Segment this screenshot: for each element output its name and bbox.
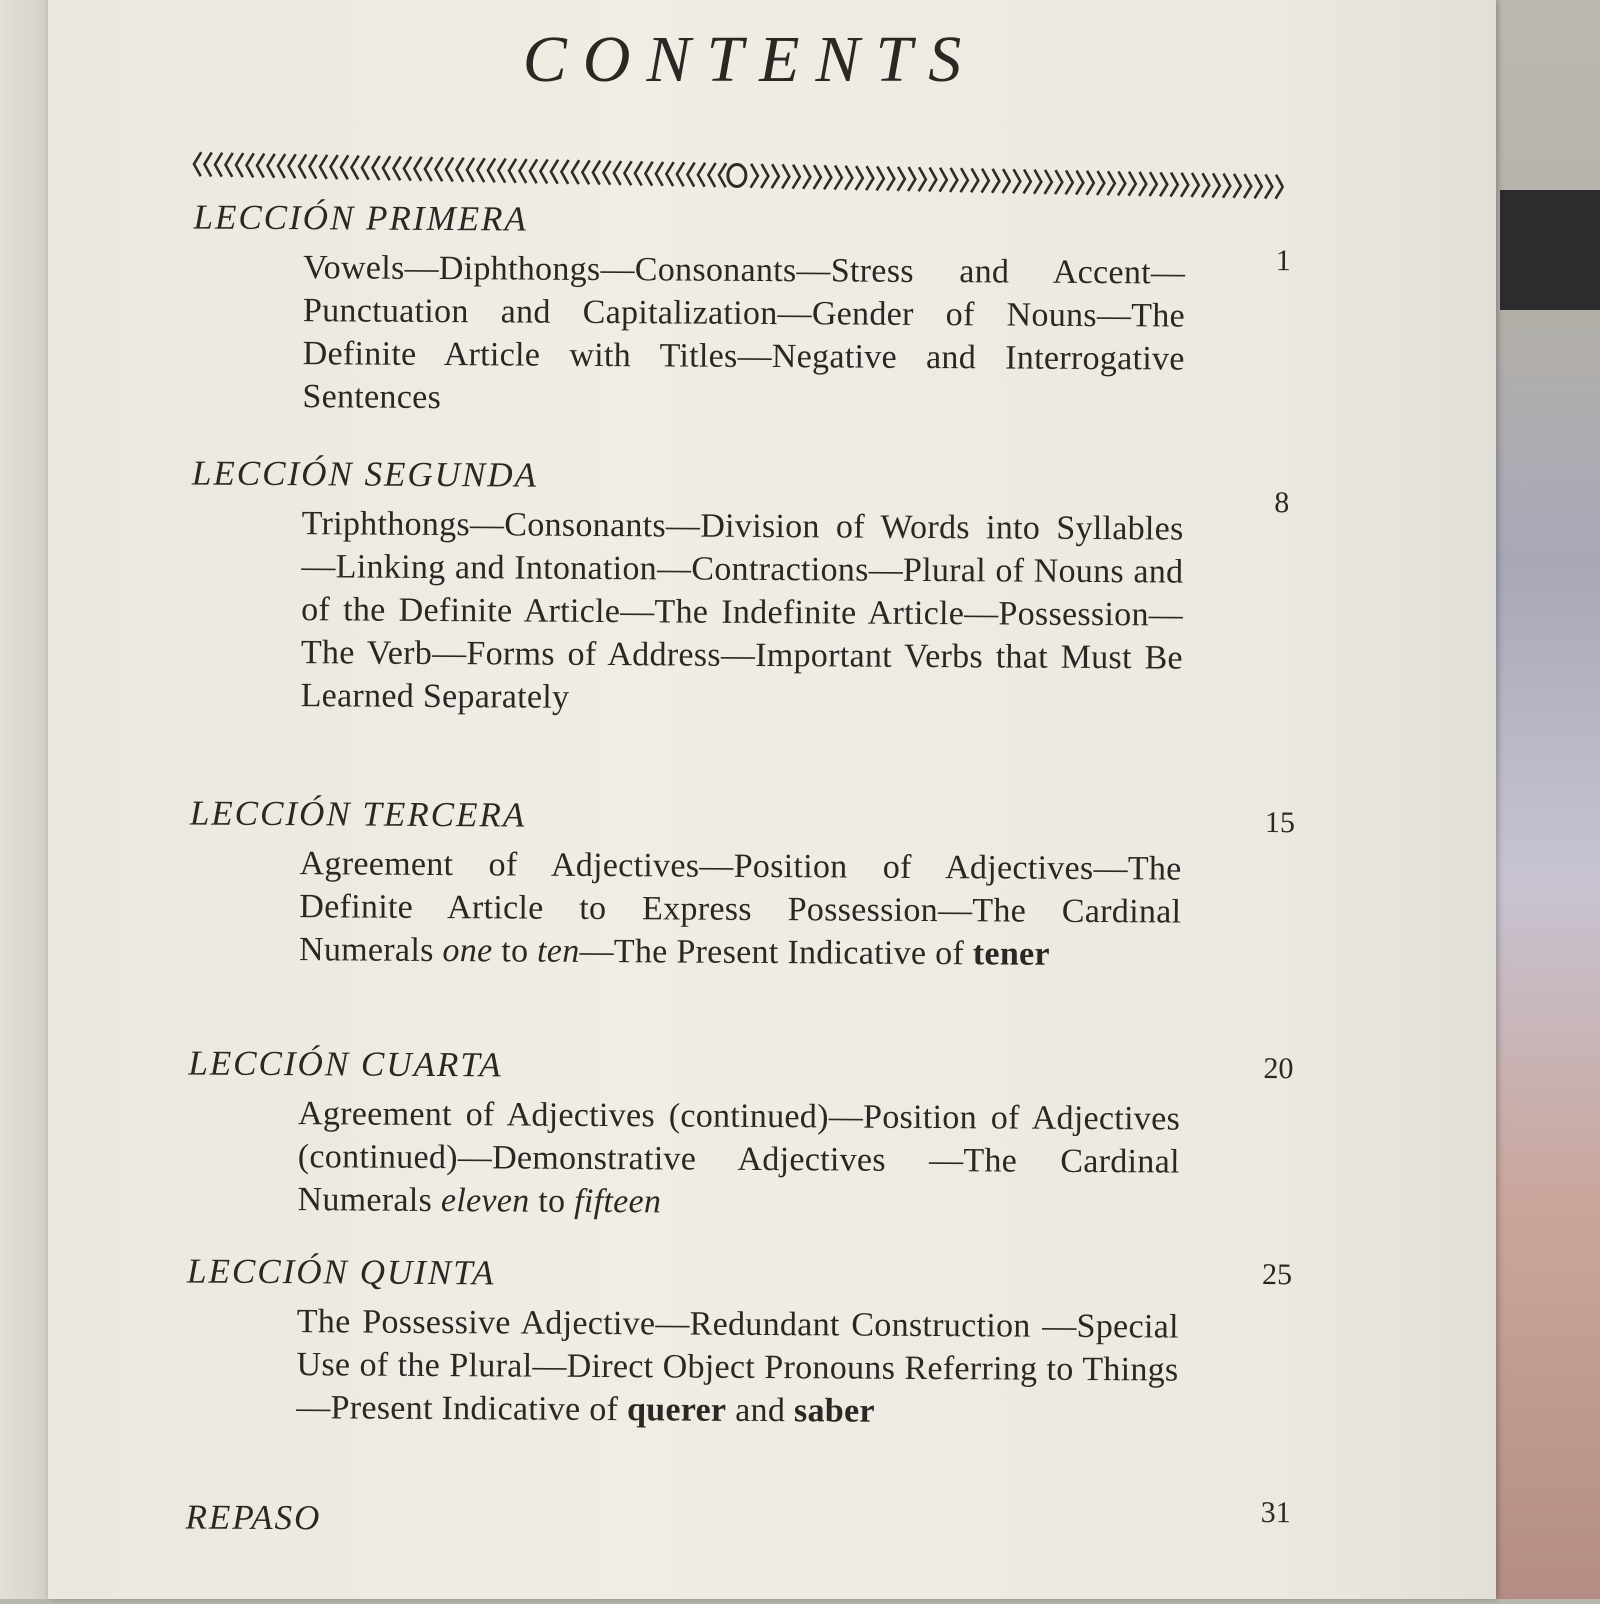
description-text: Triphthongs—Consonants—Division of Words into Syllables—Linking and Intonation—Contractions—Plural of Nouns and of the Definite Article—The Indefinite Article—Possession—The Verb—Forms of Address—Important Verbs that Must Be Learned Separately — [300, 505, 1184, 716]
lesson-heading: REPASO — [185, 1497, 322, 1538]
lesson-heading: LECCIÓN QUINTA — [186, 1251, 496, 1293]
lesson-description — [296, 1300, 1179, 1434]
italic-text: fifteen — [574, 1182, 662, 1221]
toc-entry — [189, 793, 1295, 977]
description-text: The Possessive Adjective—Redundant Construction —Special Use of the Plural—Direct Object Pronouns Referring to Things—Present Indicative of — [296, 1303, 1179, 1429]
background-object — [1500, 190, 1600, 310]
bold-text: querer — [626, 1391, 727, 1429]
lesson-heading: LECCIÓN TERCERA — [189, 793, 527, 835]
page-number: 20 — [1263, 1052, 1294, 1086]
page-number: 31 — [1260, 1496, 1291, 1530]
page-number: 8 — [1274, 486, 1290, 520]
toc-entry — [186, 1251, 1293, 1435]
lesson-description — [301, 502, 1184, 722]
italic-text: ten — [537, 932, 580, 970]
lesson-description — [299, 842, 1182, 976]
description-text: Agreement of Adjectives—Position of Adjectives—The Definite Article to Express Possession—The Cardinal Numerals — [298, 845, 1182, 970]
toc-entry — [191, 454, 1293, 724]
description-text: to — [529, 1182, 575, 1220]
lesson-description — [297, 1092, 1180, 1226]
description-text: Vowels—Diphthongs—Consonants—Stress and Accent—Punctuation and Capitalization—Gender of Nouns—The Definite Article with Titles—Negative and Interrogative Sentences — [302, 249, 1186, 417]
page-title: CONTENTS — [522, 23, 978, 96]
page-number: 25 — [1262, 1258, 1293, 1292]
lesson-description — [302, 246, 1185, 423]
italic-text: one — [442, 932, 493, 970]
italic-text: eleven — [440, 1182, 530, 1220]
bold-text: saber — [793, 1392, 875, 1430]
page-number: 1 — [1275, 244, 1291, 278]
page-number: 15 — [1264, 806, 1295, 840]
lesson-heading: LECCIÓN PRIMERA — [193, 197, 528, 239]
toc-entry — [187, 1043, 1294, 1227]
toc-entry — [192, 198, 1293, 425]
description-text: Agreement of Adjectives (continued)—Position of Adjectives (continued)—Demonstrative Adjectives —The Cardinal Numerals — [297, 1095, 1181, 1220]
lesson-heading: LECCIÓN SEGUNDA — [191, 453, 539, 495]
toc-entry — [185, 1496, 1291, 1544]
description-text: and — [726, 1391, 795, 1430]
bold-text: tener — [972, 935, 1050, 973]
description-text: to — [492, 932, 538, 970]
description-text: —The Present Indicative of — [579, 932, 973, 973]
lesson-heading: LECCIÓN CUARTA — [188, 1043, 503, 1085]
